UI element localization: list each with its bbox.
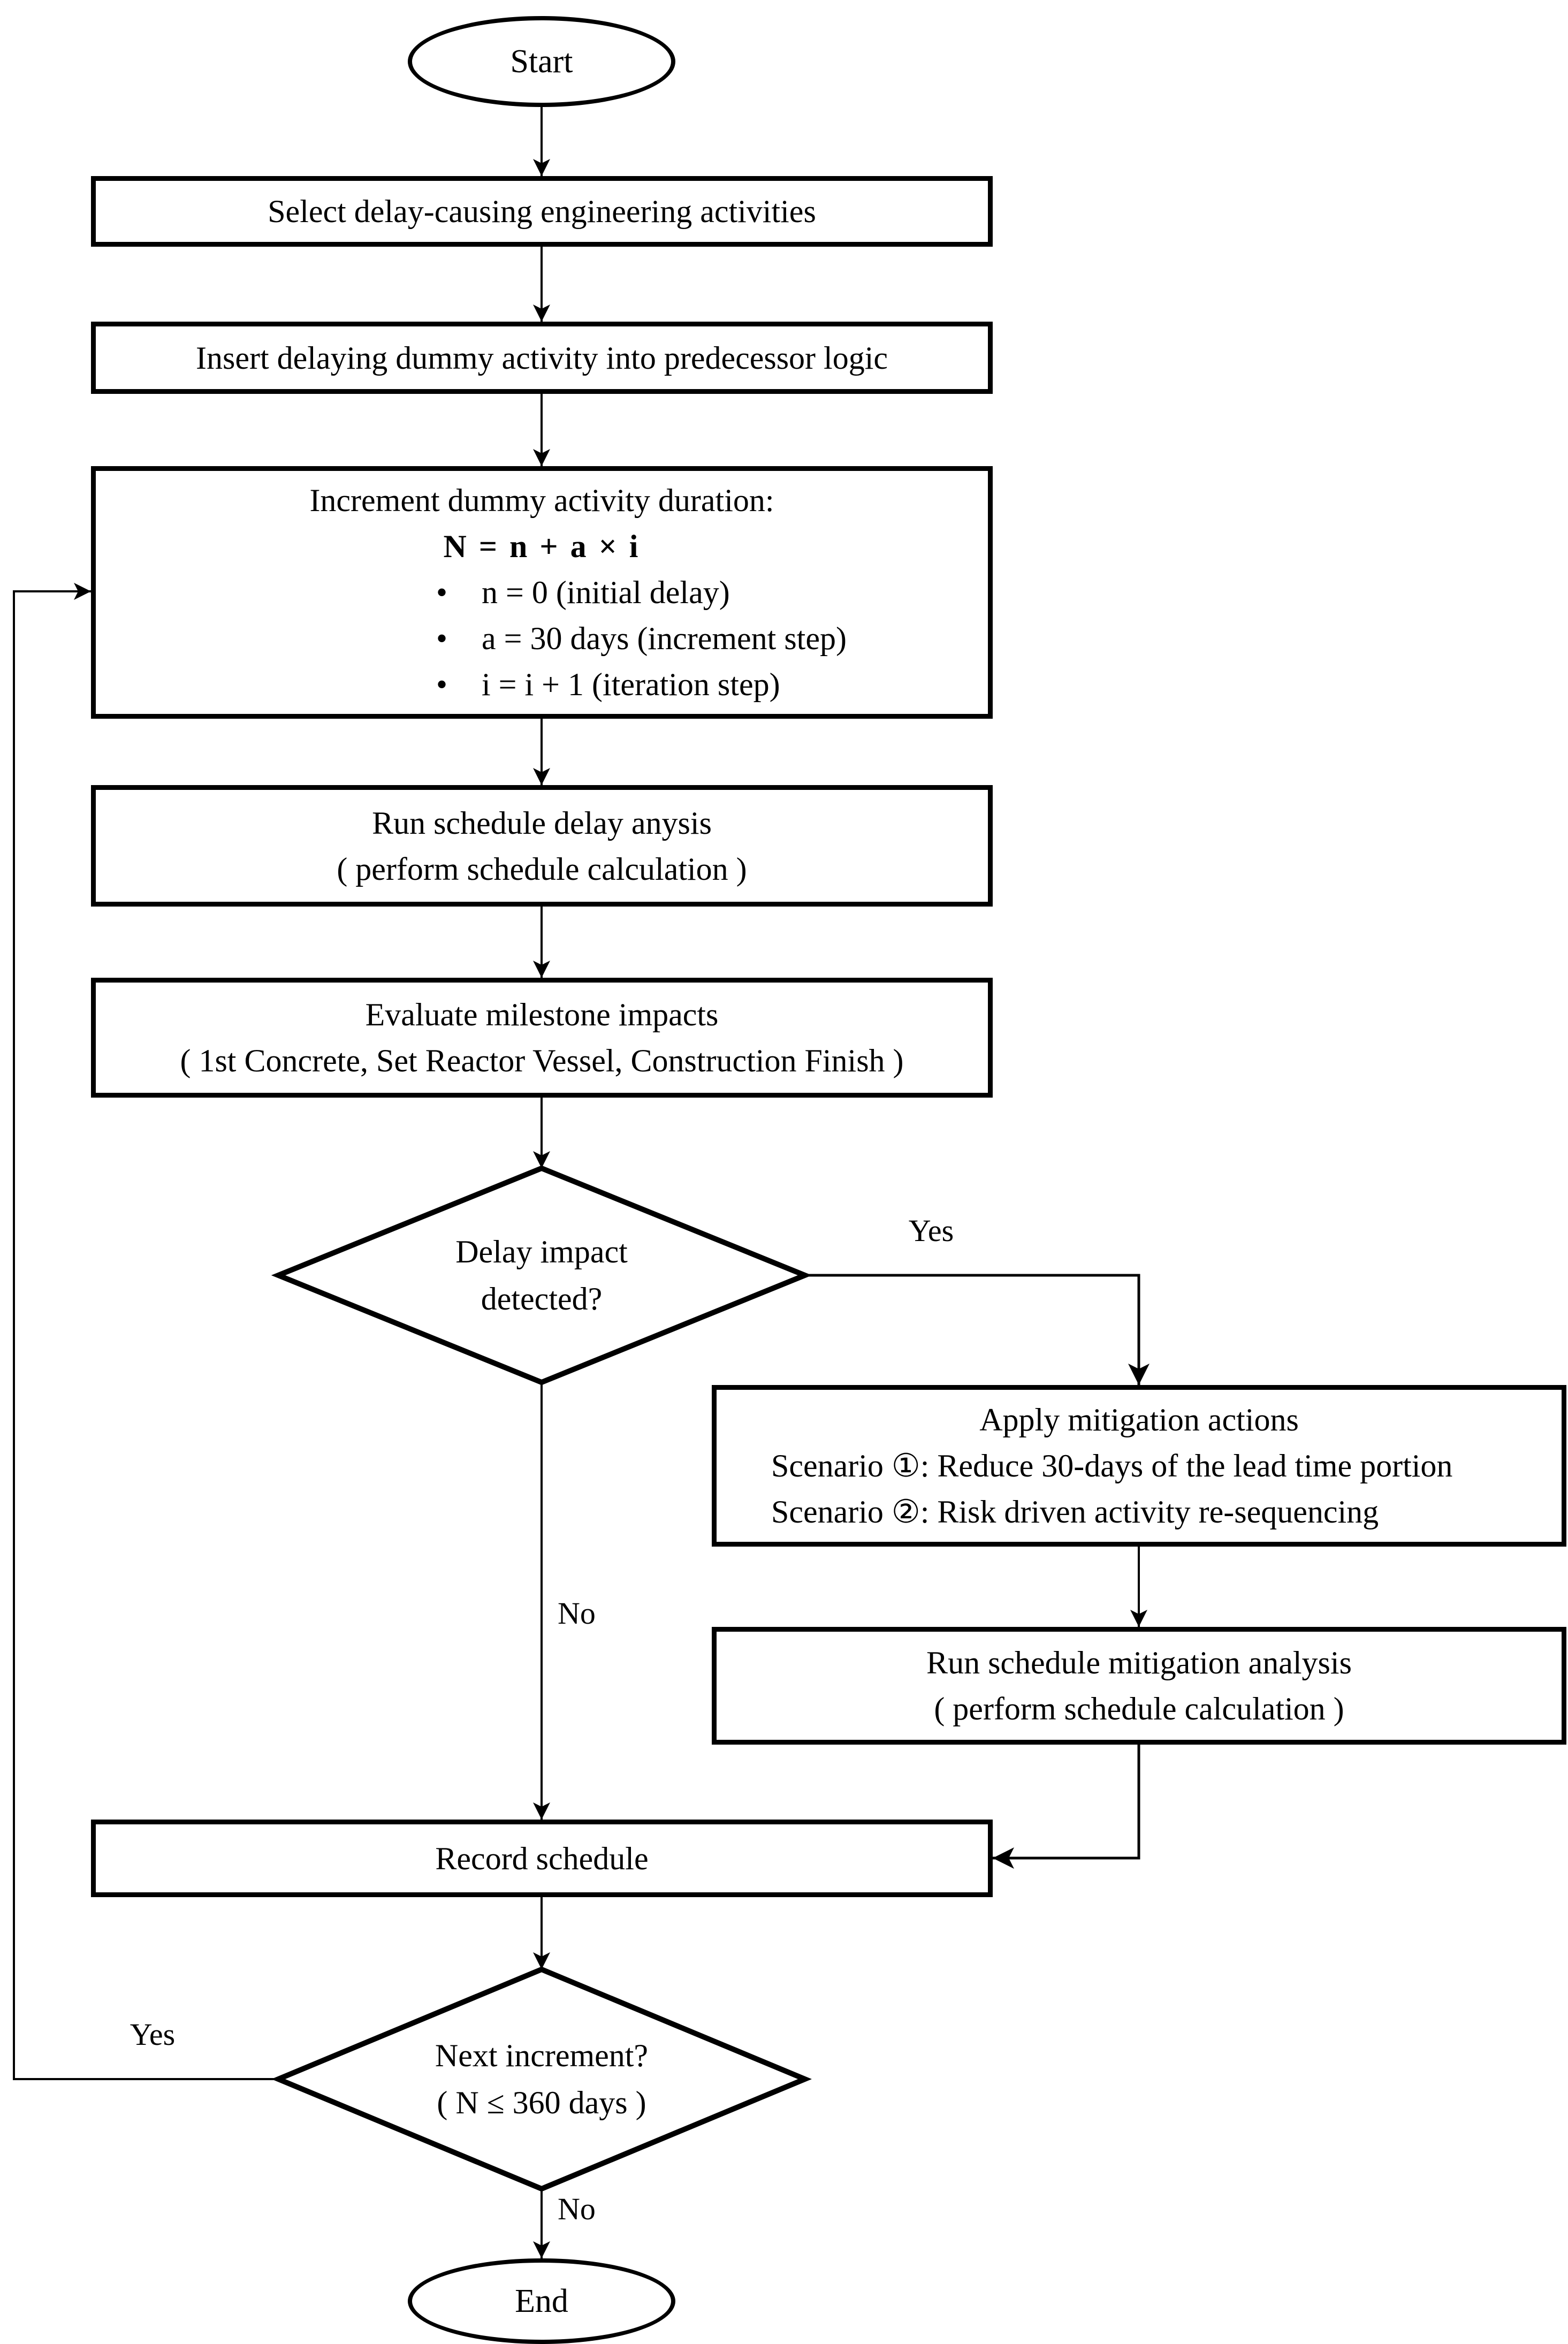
delay-decision-line1: Delay impact — [455, 1234, 628, 1269]
apply-mitigation-scenario-1: Scenario ①: Reduce 30-days of the lead time portion — [771, 1448, 1453, 1483]
delay-yes-label: Yes — [908, 1213, 954, 1248]
delay-decision-text — [278, 1168, 805, 1382]
process-insert-dummy-label: Insert delaying dummy activity into predecessor logic — [196, 340, 888, 376]
next-increment-line2: ( N ≤ 360 days ) — [437, 2085, 646, 2120]
process-evaluate-milestones — [91, 978, 993, 1098]
evaluate-milestones-line2: ( 1st Concrete, Set Reactor Vessel, Construction Finish ) — [180, 1043, 904, 1078]
list-item — [436, 661, 988, 707]
apply-mitigation-title: Apply mitigation actions — [979, 1402, 1299, 1437]
list-item — [436, 615, 988, 661]
run-mitigation-analysis-line2: ( perform schedule calculation ) — [934, 1691, 1344, 1726]
end-terminator — [408, 2258, 675, 2344]
delay-no-label: No — [558, 1596, 596, 1631]
list-item — [436, 569, 988, 615]
process-select-activities-label: Select delay-causing engineering activities — [268, 194, 816, 229]
end-label: End — [515, 2283, 568, 2319]
next-yes-label: Yes — [130, 2017, 176, 2052]
edge-delay-yes — [805, 1275, 1139, 1385]
bullet-icon: • — [436, 575, 448, 610]
bullet-icon: • — [436, 621, 448, 656]
increment-bullet-increment-step: a = 30 days (increment step) — [482, 621, 847, 656]
increment-bullet-list — [96, 569, 988, 707]
increment-bullet-iteration-step: i = i + 1 (iteration step) — [482, 667, 780, 702]
increment-formula: N = n + a × i — [443, 529, 641, 564]
start-label: Start — [510, 43, 573, 80]
run-delay-analysis-line2: ( perform schedule calculation ) — [337, 851, 747, 887]
start-terminator — [408, 16, 675, 107]
process-run-mitigation-analysis — [712, 1627, 1566, 1745]
bullet-icon: • — [436, 667, 448, 702]
apply-mitigation-scenario-2: Scenario ②: Risk driven activity re-sequencing — [771, 1494, 1379, 1529]
run-delay-analysis-line1: Run schedule delay anysis — [372, 805, 712, 841]
next-increment-decision-text — [278, 1969, 805, 2189]
evaluate-milestones-line1: Evaluate milestone impacts — [365, 997, 719, 1032]
record-schedule-label: Record schedule — [435, 1840, 649, 1876]
increment-bullet-initial-delay: n = 0 (initial delay) — [482, 575, 730, 610]
process-increment-duration — [91, 466, 993, 719]
process-select-activities — [91, 176, 993, 247]
edge-mitigation-to-record — [993, 1745, 1139, 1858]
delay-decision-line2: detected? — [481, 1281, 603, 1316]
next-increment-line1: Next increment? — [435, 2038, 649, 2073]
run-mitigation-analysis-line1: Run schedule mitigation analysis — [926, 1645, 1352, 1680]
process-apply-mitigation — [712, 1385, 1566, 1547]
process-insert-dummy — [91, 322, 993, 394]
process-run-delay-analysis — [91, 785, 993, 907]
next-no-label: No — [558, 2191, 596, 2226]
increment-title: Increment dummy activity duration: — [309, 483, 774, 518]
process-record-schedule — [91, 1820, 993, 1897]
